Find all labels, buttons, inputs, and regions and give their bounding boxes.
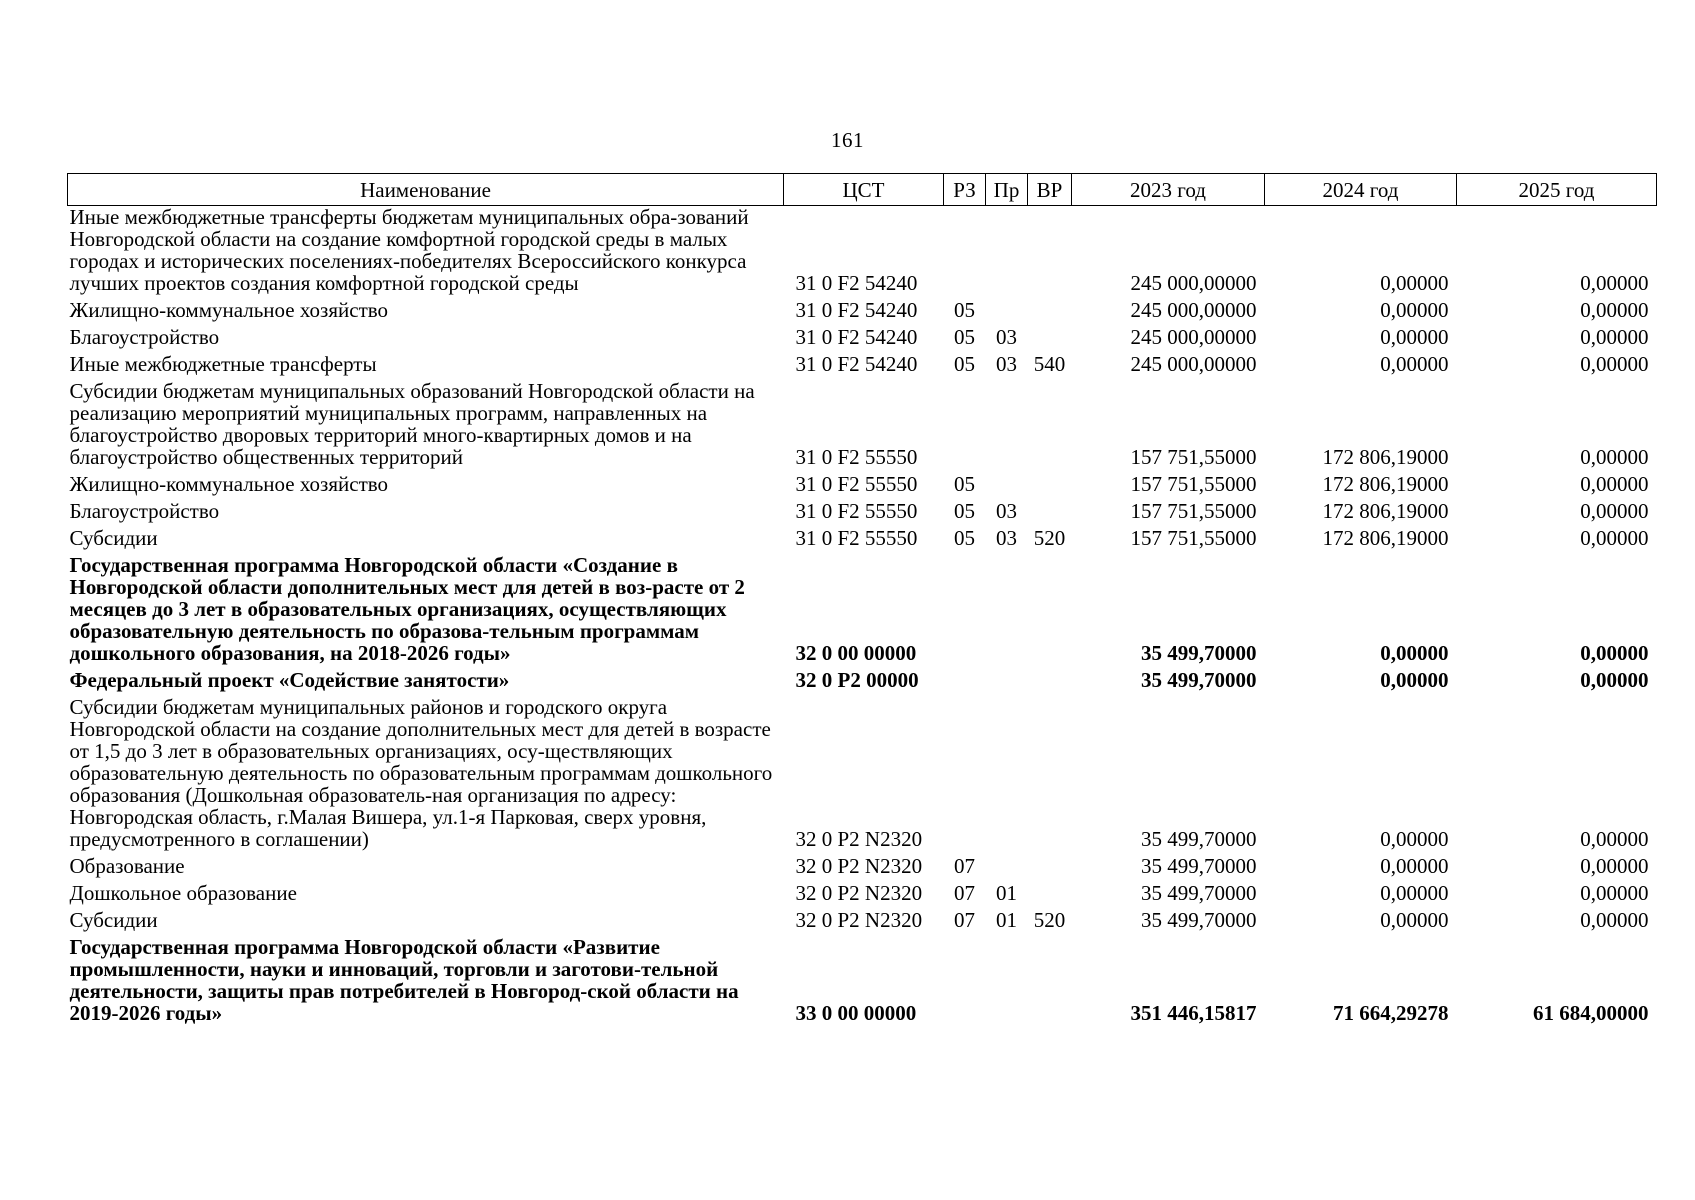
- row-rz: 05: [954, 526, 975, 550]
- row-amount-2025: 0,00000: [1580, 526, 1649, 550]
- row-rz: 05: [954, 298, 975, 322]
- row-amount-2024: 0,00000: [1380, 325, 1449, 349]
- row-pr: [986, 473, 1028, 500]
- row-vr: 520: [1033, 908, 1066, 932]
- row-rz: [944, 380, 986, 473]
- row-amount-2024: 0,00000: [1380, 881, 1449, 905]
- row-amount-2025: 0,00000: [1580, 325, 1649, 349]
- table-header: [68, 174, 1657, 206]
- row-pr: 03: [996, 325, 1017, 349]
- row-pr: [986, 380, 1028, 473]
- row-vr: [1028, 299, 1072, 326]
- row-cst-code: 31 0 F2 54240: [795, 325, 918, 349]
- row-amount-2023: 157 751,55000: [1130, 472, 1257, 496]
- row-pr: [986, 299, 1028, 326]
- row-amount-2024: 0,00000: [1380, 827, 1449, 851]
- table-row: [68, 473, 1657, 500]
- row-name: Благоустройство: [69, 325, 220, 349]
- row-vr: [1028, 936, 1072, 1029]
- row-amount-2024: 172 806,19000: [1322, 472, 1449, 496]
- table-body: [68, 206, 1657, 1030]
- row-pr: 03: [996, 526, 1017, 550]
- row-name: Жилищно-коммунальное хозяйство: [69, 472, 389, 496]
- row-amount-2024: 0,00000: [1380, 271, 1449, 295]
- row-cst-code: 31 0 F2 55550: [795, 445, 918, 469]
- row-pr: [986, 554, 1028, 669]
- row-name: Благоустройство: [69, 499, 220, 523]
- row-amount-2023: 35 499,70000: [1141, 668, 1257, 692]
- row-vr: [1028, 855, 1072, 882]
- header-cst: ЦСТ: [784, 174, 944, 206]
- row-name: Иные межбюджетные трансферты: [69, 352, 377, 376]
- row-cst-code: 32 0 P2 N2320: [795, 827, 923, 851]
- row-amount-2023: 245 000,00000: [1130, 352, 1257, 376]
- table-row: [68, 500, 1657, 527]
- row-rz: 05: [954, 472, 975, 496]
- row-name: Федеральный проект «Содействие занятости»: [69, 668, 510, 692]
- row-rz: [944, 696, 986, 855]
- header-rz: РЗ: [944, 174, 986, 206]
- row-name: Государственная программа Новгородской области «Создание в Новгородской области дополнительных мест для детей в воз-расте от 2 месяцев до 3 лет в образовательных организациях, осуществляющих образовательную деятельность по образова-тельным программам дошкольного образования, на 2018-2026 годы»: [69, 553, 745, 665]
- table-row: [68, 299, 1657, 326]
- row-amount-2025: 0,00000: [1580, 641, 1649, 665]
- row-vr: 520: [1033, 526, 1066, 550]
- table-row: [68, 882, 1657, 909]
- row-cst-code: 31 0 F2 54240: [795, 271, 918, 295]
- row-cst-code: 31 0 F2 55550: [795, 499, 918, 523]
- row-name: Субсидии: [69, 526, 158, 550]
- row-pr: [986, 669, 1028, 696]
- row-pr: 01: [996, 881, 1017, 905]
- row-rz: 05: [954, 352, 975, 376]
- row-name: Жилищно-коммунальное хозяйство: [69, 298, 389, 322]
- table-row: [68, 855, 1657, 882]
- row-amount-2023: 35 499,70000: [1141, 881, 1257, 905]
- table-row: [68, 554, 1657, 669]
- row-amount-2023: 35 499,70000: [1141, 908, 1257, 932]
- row-amount-2025: 0,00000: [1580, 298, 1649, 322]
- row-amount-2023: 245 000,00000: [1130, 325, 1257, 349]
- row-amount-2023: 157 751,55000: [1130, 526, 1257, 550]
- row-name: Государственная программа Новгородской области «Развитие промышленности, науки и инноваций, торговли и заготови-тельной деятельности, защиты прав потребителей в Новгород-ской области на 2019-2026 годы»: [69, 935, 739, 1025]
- row-vr: [1028, 882, 1072, 909]
- header-2023: 2023 год: [1072, 174, 1265, 206]
- row-amount-2023: 245 000,00000: [1130, 298, 1257, 322]
- row-pr: [986, 206, 1028, 300]
- row-rz: 07: [954, 854, 975, 878]
- row-vr: [1028, 326, 1072, 353]
- row-amount-2025: 0,00000: [1580, 352, 1649, 376]
- header-vr: ВР: [1028, 174, 1072, 206]
- budget-table: [67, 173, 1657, 1029]
- row-cst-code: 32 0 P2 N2320: [795, 908, 923, 932]
- row-rz: 07: [954, 881, 975, 905]
- row-amount-2025: 0,00000: [1580, 472, 1649, 496]
- row-amount-2024: 0,00000: [1380, 854, 1449, 878]
- row-rz: 07: [954, 908, 975, 932]
- row-vr: [1028, 473, 1072, 500]
- row-rz: [944, 669, 986, 696]
- table-row: [68, 669, 1657, 696]
- row-rz: 05: [954, 499, 975, 523]
- row-amount-2024: 0,00000: [1380, 352, 1449, 376]
- row-pr: [986, 855, 1028, 882]
- row-cst-code: 32 0 P2 N2320: [795, 881, 923, 905]
- row-amount-2025: 0,00000: [1580, 445, 1649, 469]
- row-vr: [1028, 669, 1072, 696]
- row-amount-2023: 35 499,70000: [1141, 827, 1257, 851]
- row-cst-code: 32 0 P2 N2320: [795, 854, 923, 878]
- row-amount-2023: 35 499,70000: [1141, 854, 1257, 878]
- row-rz: [944, 206, 986, 300]
- row-pr: [986, 936, 1028, 1029]
- row-name: Образование: [69, 854, 185, 878]
- row-amount-2025: 0,00000: [1580, 881, 1649, 905]
- row-amount-2025: 61 684,00000: [1533, 1001, 1649, 1025]
- row-rz: [944, 554, 986, 669]
- table-row: [68, 353, 1657, 380]
- page-number: 161: [831, 128, 864, 152]
- row-amount-2023: 351 446,15817: [1130, 1001, 1257, 1025]
- table-row: [68, 936, 1657, 1029]
- table-row: [68, 380, 1657, 473]
- row-cst-code: 31 0 F2 54240: [795, 298, 918, 322]
- row-pr: 03: [996, 499, 1017, 523]
- row-amount-2025: 0,00000: [1580, 854, 1649, 878]
- row-vr: [1028, 380, 1072, 473]
- row-vr: [1028, 206, 1072, 300]
- row-amount-2025: 0,00000: [1580, 668, 1649, 692]
- row-cst-code: 33 0 00 00000: [795, 1001, 917, 1025]
- row-name: Дошкольное образование: [69, 881, 297, 905]
- row-pr: [986, 696, 1028, 855]
- row-pr: 03: [996, 352, 1017, 376]
- row-rz: 05: [954, 325, 975, 349]
- row-vr: [1028, 500, 1072, 527]
- row-name: Субсидии бюджетам муниципальных районов и городского округа Новгородской области на создание дополнительных мест для детей в возрасте от 1,5 до 3 лет в образовательных организациях, осу-ществляющих образовательную деятельность по образовательным программам дошкольного образования (Дошкольная образователь-ная организация по адресу: Новгородская область, г.Малая Вишера, ул.1-я Парковая, сверх уровня, предусмотренного в соглашении): [69, 695, 773, 851]
- row-vr: [1028, 696, 1072, 855]
- row-cst-code: 31 0 F2 55550: [795, 472, 918, 496]
- row-vr: 540: [1033, 352, 1066, 376]
- table-row: [68, 527, 1657, 554]
- row-name: Иные межбюджетные трансферты бюджетам муниципальных обра-зований Новгородской области на создание комфортной городской среды в малых городах и исторических поселениях-победителях Всероссийского конкурса лучших проектов создания комфортной городской среды: [69, 205, 749, 295]
- row-name: Субсидии: [69, 908, 158, 932]
- row-amount-2024: 172 806,19000: [1322, 526, 1449, 550]
- row-amount-2024: 0,00000: [1380, 668, 1449, 692]
- row-rz: [944, 936, 986, 1029]
- row-pr: 01: [996, 908, 1017, 932]
- row-amount-2024: 0,00000: [1380, 908, 1449, 932]
- row-amount-2024: 71 664,29278: [1333, 1001, 1449, 1025]
- row-name: Субсидии бюджетам муниципальных образований Новгородской области на реализацию мероприятий муниципальных программ, направленных на благоустройство дворовых территорий много-квартирных домов и на благоустройство общественных территорий: [69, 379, 755, 469]
- table-row: [68, 326, 1657, 353]
- header-2025: 2025 год: [1457, 174, 1657, 206]
- row-amount-2023: 157 751,55000: [1130, 445, 1257, 469]
- row-amount-2023: 35 499,70000: [1141, 641, 1257, 665]
- row-vr: [1028, 554, 1072, 669]
- row-amount-2024: 172 806,19000: [1322, 499, 1449, 523]
- table-row: [68, 909, 1657, 936]
- header-name: Наименование: [68, 174, 784, 206]
- row-amount-2025: 0,00000: [1580, 271, 1649, 295]
- header-2024: 2024 год: [1265, 174, 1457, 206]
- row-amount-2024: 0,00000: [1380, 641, 1449, 665]
- row-cst-code: 31 0 F2 54240: [795, 352, 918, 376]
- row-amount-2023: 245 000,00000: [1130, 271, 1257, 295]
- table-row: [68, 696, 1657, 855]
- row-amount-2023: 157 751,55000: [1130, 499, 1257, 523]
- row-amount-2024: 172 806,19000: [1322, 445, 1449, 469]
- row-cst-code: 32 0 P2 00000: [795, 668, 919, 692]
- header-pr: Пр: [986, 174, 1028, 206]
- row-amount-2024: 0,00000: [1380, 298, 1449, 322]
- row-cst-code: 31 0 F2 55550: [795, 526, 918, 550]
- row-amount-2025: 0,00000: [1580, 499, 1649, 523]
- row-amount-2025: 0,00000: [1580, 908, 1649, 932]
- row-amount-2025: 0,00000: [1580, 827, 1649, 851]
- table-row: [68, 206, 1657, 300]
- row-cst-code: 32 0 00 00000: [795, 641, 917, 665]
